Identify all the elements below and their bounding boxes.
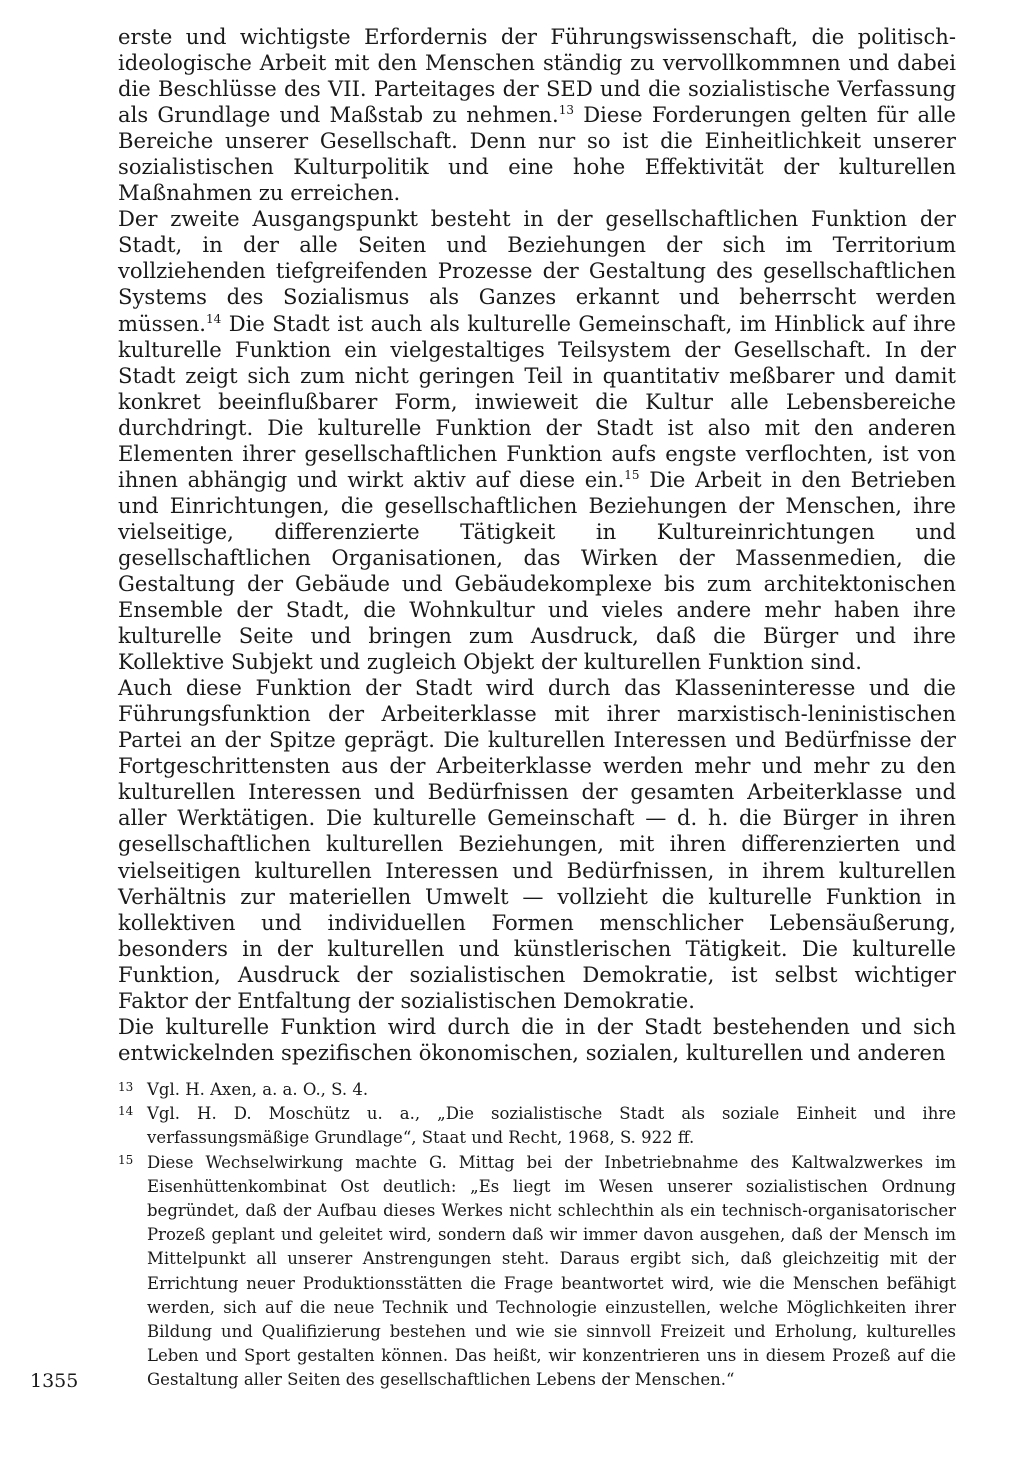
text-segment: Die Stadt ist auch als kulturelle Gemeinschaft, im Hinblick auf ihre kulturelle Funktion ein vielgestaltiges Teilsystem der Gesellschaft. In der Stadt zeigt sich zum nicht geringen Teil in quantitativ meßbarer und damit konkret beeinflußbarer Form, inwieweit die Kultur alle Lebensbereiche durchdringt. Die kulturelle Funktion der Stadt ist also mit den anderen Elementen ihrer gesellschaftlichen Funktion aufs engste verflochten, ist von ihnen abhängig und wirkt aktiv auf diese ein. [118,310,956,492]
footnote-ref[interactable]: 14 [206,311,222,326]
page-number: 1355 [30,1370,79,1392]
footnote-text: Diese Wechselwirkung machte G. Mittag bei der Inbetriebnahme des Kaltwalzwerkes im Eisenhüttenkombinat Ost deutlich: „Es liegt im Wesen unserer sozialistischen Ordnung begründet, daß der Aufbau dieses Werkes nicht schlechthin als ein technisch-organisatorischer Prozeß geplant und geleitet wird, sondern daß wir immer davon ausgehen, daß der Mensch im Mittelpunkt all unserer Anstrengungen steht. Daraus ergibt sich, daß gleichzeitig mit der Errichtung neuer Produktionsstätten die Frage beantwortet wird, wie die Menschen befähigt werden, sich auf die neue Technik und Technologie einzustellen, welche Möglichkeiten ihrer Bildung und Qualifizierung bestehen und wie sie sinnvoll Freizeit und Erholung, kulturelles Leben und Sport gestalten können. Das heißt, wir konzentrieren uns in diesem Prozeß auf die Gestaltung aller Seiten des gesellschaftlichen Lebens der Menschen.“ [147,1152,956,1390]
footnote-ref[interactable]: 13 [558,103,574,118]
document-page [118,24,956,1066]
text-segment: Die kulturelle Funktion wird durch die in der Stadt bestehenden und sich entwickelnden spezifischen ökonomischen, sozialen, kulturellen und anderen [118,1013,956,1065]
body-text [118,24,956,1066]
footnote-number: 13 [118,1080,134,1094]
footnotes [118,1078,956,1393]
footnote [118,1102,956,1150]
paragraph [118,206,956,675]
footnote [118,1151,956,1393]
footnote [118,1078,956,1102]
text-segment: Diese Forderungen gelten für alle Bereiche unserer Gesellschaft. Denn nur so ist die Einheitlichkeit unserer sozialistischen Kulturpolitik und eine hohe Effektivität der kulturellen Maßnahmen zu erreichen. [118,102,956,206]
footnote-ref[interactable]: 15 [624,467,640,482]
footnote-number: 15 [118,1152,134,1167]
paragraph [118,24,956,206]
footnote-text: Vgl. H. Axen, a. a. O., S. 4. [147,1080,369,1099]
paragraph [118,675,956,1014]
footnote-number: 14 [118,1104,134,1119]
text-segment: Die Arbeit in den Betrieben und Einrichtungen, die gesellschaftlichen Beziehungen der Menschen, ihre vielseitige, differenzierte Tätigkeit in Kultureinrichtungen und gesellschaftlichen Organisationen, das Wirken der Massenmedien, die Gestaltung der Gebäude und Gebäudekomplexe bis zum architektonischen Ensemble der Stadt, die Wohnkultur und vieles andere mehr haben ihre kulturelle Seite und bringen zum Ausdruck, daß die Bürger und ihre Kollektive Subjekt und zugleich Objekt der kulturellen Funktion sind. [118,466,956,675]
text-segment: Der zweite Ausgangspunkt besteht in der gesellschaftlichen Funktion der Stadt, in der alle Seiten und Beziehungen der sich im Territorium vollziehenden tiefgreifenden Prozesse der Gestaltung des gesellschaftlichen Systems des Sozialismus als Ganzes erkannt und beherrscht werden müssen. [118,206,956,336]
text-segment: erste und wichtigste Erfordernis der Führungswissenschaft, die politisch-ideologische Arbeit mit den Menschen ständig zu vervollkommnen und dabei die Beschlüsse des VII. Parteitages der SED und die sozialistische Verfassung als Grundlage und Maßstab zu nehmen. [118,24,956,128]
text-segment: Auch diese Funktion der Stadt wird durch das Klasseninteresse und die Führungsfunktion der Arbeiterklasse mit ihrer marxistisch-leninistischen Partei an der Spitze geprägt. Die kulturellen Interessen und Bedürfnisse der Fortgeschrittensten aus der Arbeiterklasse werden mehr und mehr zu den kulturellen Interessen und Bedürfnissen der gesamten Arbeiterklasse und aller Werktätigen. Die kulturelle Gemeinschaft — d. h. die Bürger in ihren gesellschaftlichen kulturellen Beziehungen, mit ihren differenzierten und vielseitigen kulturellen Interessen und Bedürfnissen, in ihrem kulturellen Verhältnis zur materiellen Umwelt — vollzieht die kulturelle Funktion in kollektiven und individuellen Formen menschlicher Lebensäußerung, besonders in der kulturellen und künstlerischen Tätigkeit. Die kulturelle Funktion, Ausdruck der sozialistischen Demokratie, ist selbst wichtiger Faktor der Entfaltung der sozialistischen Demokratie. [118,675,956,1013]
footnote-text: Vgl. H. D. Moschütz u. a., „Die sozialistische Stadt als soziale Einheit und ihre verfassungsmäßige Grundlage“, Staat und Recht, 1968, S. 922 ff. [147,1104,956,1148]
paragraph [118,1014,956,1066]
